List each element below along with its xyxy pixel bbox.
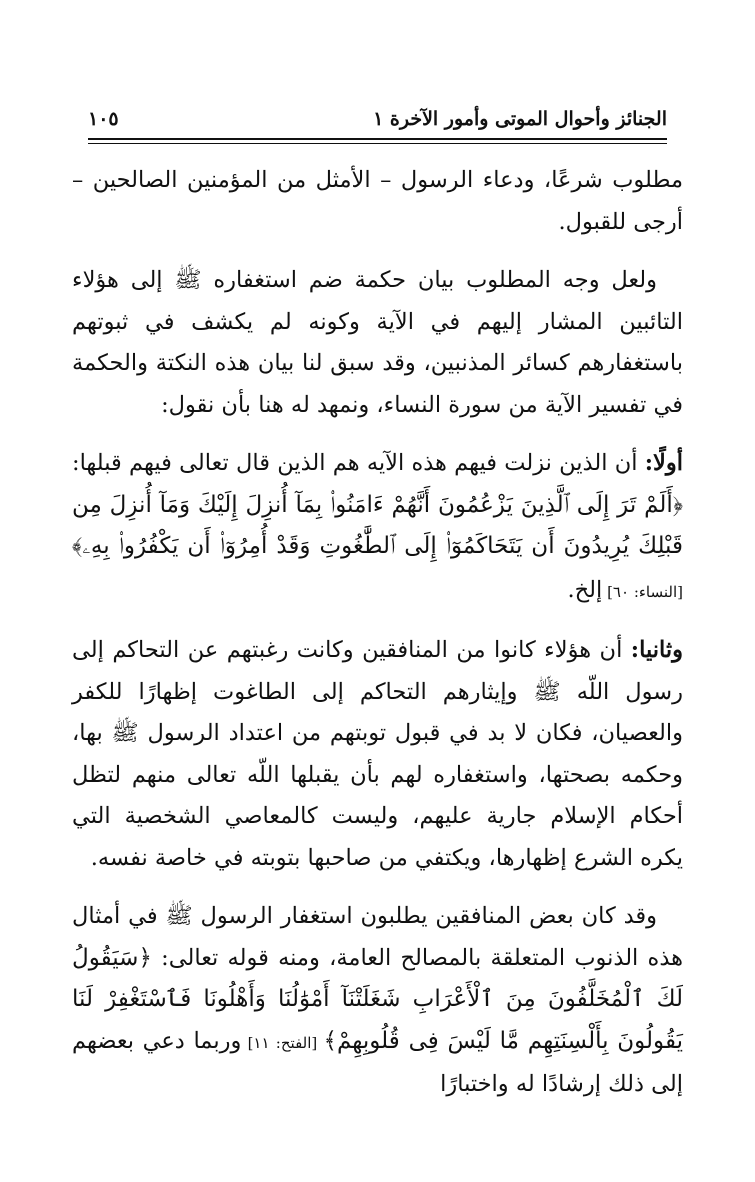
paragraph-hypocrites <box>72 896 683 1106</box>
header-rule-thick <box>88 138 667 140</box>
point-lead: أولًا: <box>644 450 683 476</box>
body-text <box>72 160 683 1123</box>
paragraph-second-point <box>72 630 683 879</box>
page-number: ١٠٥ <box>88 108 119 130</box>
paragraph-first-point <box>72 443 683 613</box>
quran-verse: ﴿سَيَقُولُ لَكَ ٱلْمُخَلَّفُونَ مِنَ ٱلْأَعْرَابِ شَغَلَتْنَآ أَمْوَٰلُنَا وَأَهْلُونَا فَٱسْتَغْفِرْ لَنَا يَقُولُونَ بِأَلْسِنَتِهِم مَّا لَيْسَ فِى قُلُوبِهِمْ﴾ <box>72 944 683 1054</box>
paragraph-tail: وربما دعي بعضهم إلى ذلك إرشادًا له واختبارًا <box>72 1027 683 1097</box>
paragraph-text: مطلوب شرعًا، ودعاء الرسول – الأمثل من المؤمنين الصالحين – أرجى للقبول. <box>72 167 683 235</box>
verse-reference: [النساء: ٦٠] <box>602 582 683 601</box>
paragraph-text: وقد كان بعض المنافقين يطلبون استغفار الرسول ﷺ في أمثال هذه الذنوب المتعلقة بالمصالح العامة، ومنه قوله تعالى: <box>72 903 683 971</box>
paragraph-text: أن الذين نزلت فيهم هذه الآيه هم الذين قال تعالى فيهم قبلها: <box>72 450 645 476</box>
paragraph-text: ولعل وجه المطلوب بيان حكمة ضم استغفاره ﷺ إلى هؤلاء التائبين المشار إليهم في الآية وكونه لم يكشف في ثبوتهم باستغفارهم كسائر المذنبين، وقد سبق لنا بيان هذه النكتة والحكمة في تفسير الآية من سورة النساء، ونمهد له هنا بأن نقول: <box>72 267 683 418</box>
paragraph-tail: إلخ. <box>567 576 603 603</box>
point-lead: وثانيا: <box>630 637 683 663</box>
paragraph-text: أن هؤلاء كانوا من المنافقين وكانت رغبتهم عن التحاكم إلى رسول اللّه ﷺ وإيثارهم التحاكم إلى الطاغوت إظهارًا للكفر والعصيان، فكان لا بد في قبول توبتهم من اعتداد الرسول ﷺ بها، وحكمه بصحتها، واستغفاره لهم بأن يقبلها اللّه تعالى منهم لتظل أحكام الإسلام جارية عليهم، وليست كالمعاصي الشخصية التي يكره الشرع إظهارها، ويكتفي من صاحبها بتوبته في خاصة نفسه. <box>72 637 683 871</box>
header-rule-thin <box>88 143 667 144</box>
header-rule <box>88 138 667 144</box>
paragraph-continuation <box>72 160 683 243</box>
quran-verse: ﴿أَلَمْ تَرَ إِلَى ٱلَّذِينَ يَزْعُمُونَ أَنَّهُمْ ءَامَنُوا۟ بِمَآ أُنزِلَ إِلَيْكَ وَمَآ أُنزِلَ مِن قَبْلِكَ يُرِيدُونَ أَن يَتَحَاكَمُوٓا۟ إِلَى ٱلطَّٰغُوتِ وَقَدْ أُمِرُوٓا۟ أَن يَكْفُرُوا۟ بِهِۦ﴾ <box>72 491 683 559</box>
running-header <box>88 96 667 130</box>
paragraph-wisdom <box>72 260 683 426</box>
header-title: الجنائز وأحوال الموتى وأمور الآخرة ١ <box>373 108 667 130</box>
verse-reference: [الفتح: ١١] <box>241 1033 324 1052</box>
